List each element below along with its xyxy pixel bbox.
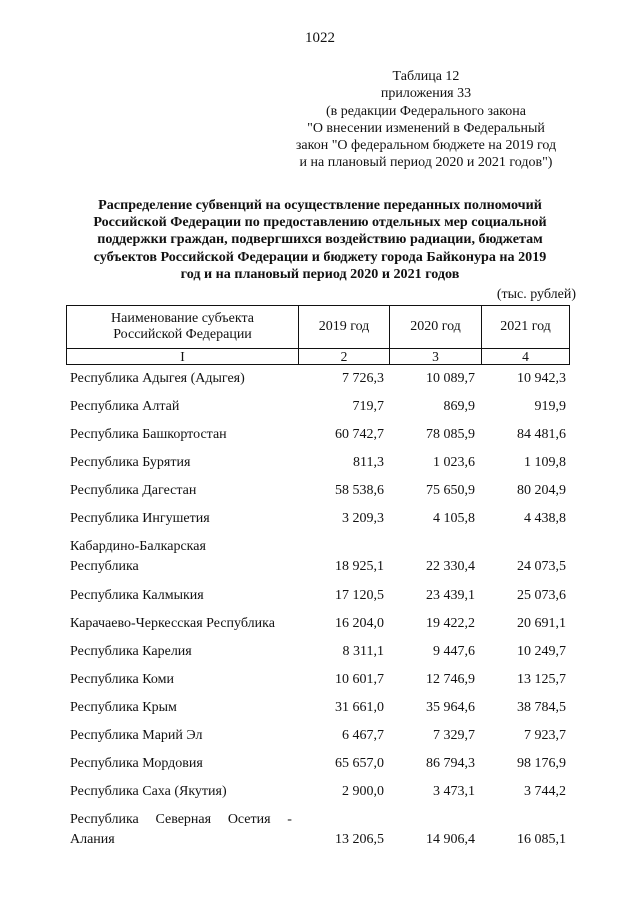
subject-name xyxy=(70,537,206,577)
value-2019: 2 900,0 xyxy=(342,784,384,799)
subject-name: Республика Ингушетия xyxy=(70,511,210,526)
table-header xyxy=(66,305,570,365)
value-2019: 13 206,5 xyxy=(335,832,384,847)
title-line: субъектов Российской Федерации и бюджету города Байконура на 2019 xyxy=(93,248,547,265)
column-number: I xyxy=(67,349,299,365)
annex-line: закон "О федеральном бюджете на 2019 год xyxy=(295,138,557,154)
header-subject-line1: Наименование субъекта xyxy=(111,311,254,326)
subject-name: Республика Калмыкия xyxy=(70,588,204,603)
subject-name: Республика Дагестан xyxy=(70,483,197,498)
annex-line: приложения 33 xyxy=(380,86,472,102)
annex-line: "О внесении изменений в Федеральный xyxy=(307,120,545,136)
table-row xyxy=(66,642,570,670)
table-row xyxy=(66,369,570,397)
subject-name-line1 xyxy=(70,810,292,830)
value-2021: 24 073,5 xyxy=(517,559,566,574)
title-line: год и на плановый период 2020 и 2021 годов xyxy=(180,265,460,282)
value-2019: 719,7 xyxy=(352,399,384,414)
annex-line: и на плановый период 2020 и 2021 годов") xyxy=(299,155,553,171)
table-row xyxy=(66,586,570,614)
value-2020: 75 650,9 xyxy=(426,483,475,498)
value-2021: 10 249,7 xyxy=(517,644,566,659)
value-2020: 9 447,6 xyxy=(433,644,475,659)
subject-name-line2: Алания xyxy=(70,832,115,847)
subject-name: Республика Саха (Якутия) xyxy=(70,784,227,799)
value-2020: 78 085,9 xyxy=(426,427,475,442)
subject-name: Республика Крым xyxy=(70,700,177,715)
table-row xyxy=(66,810,570,858)
subject-name: Республика Карелия xyxy=(70,644,192,659)
document-title xyxy=(60,197,580,283)
value-2020: 22 330,4 xyxy=(426,559,475,574)
header-subject xyxy=(67,306,299,349)
table-row xyxy=(66,481,570,509)
column-number: 3 xyxy=(390,349,482,365)
value-2021: 20 691,1 xyxy=(517,616,566,631)
header-2020: 2020 год xyxy=(390,306,482,349)
table-row xyxy=(66,726,570,754)
value-2021: 3 744,2 xyxy=(524,784,566,799)
table-row xyxy=(66,537,570,586)
value-2019: 3 209,3 xyxy=(342,511,384,526)
subject-name-word: Северная xyxy=(155,812,212,827)
table-row xyxy=(66,670,570,698)
value-2020: 869,9 xyxy=(443,399,475,414)
subject-name-word: Республика xyxy=(70,812,139,827)
value-2019: 18 925,1 xyxy=(335,559,384,574)
subject-name: Республика Марий Эл xyxy=(70,728,203,743)
title-line: Российской Федерации по предоставлению отдельных мер социальной xyxy=(93,214,547,231)
subject-name: Республика Алтай xyxy=(70,399,180,414)
value-2019: 8 311,1 xyxy=(342,644,384,659)
table-row xyxy=(66,754,570,782)
value-2019: 811,3 xyxy=(353,455,384,470)
table-row xyxy=(66,425,570,453)
header-2019: 2019 год xyxy=(299,306,390,349)
subject-name: Республика Мордовия xyxy=(70,756,203,771)
value-2021: 13 125,7 xyxy=(517,672,566,687)
value-2021: 919,9 xyxy=(534,399,566,414)
table-body xyxy=(66,369,570,858)
page-number: 1022 xyxy=(305,30,335,46)
subject-name-line1: Кабардино-Балкарская xyxy=(70,539,206,554)
value-2019: 31 661,0 xyxy=(335,700,384,715)
value-2019: 60 742,7 xyxy=(335,427,384,442)
column-number: 4 xyxy=(482,349,570,365)
value-2021: 25 073,6 xyxy=(517,588,566,603)
units-label: (тыс. рублей) xyxy=(496,287,576,302)
subject-name-word: - xyxy=(287,812,292,827)
annex-line: Таблица 12 xyxy=(392,69,460,84)
value-2020: 1 023,6 xyxy=(433,455,475,470)
value-2020: 3 473,1 xyxy=(433,784,475,799)
value-2019: 10 601,7 xyxy=(335,672,384,687)
value-2021: 80 204,9 xyxy=(517,483,566,498)
annex-line: (в редакции Федерального закона xyxy=(326,103,526,119)
header-2021: 2021 год xyxy=(482,306,570,349)
value-2019: 7 726,3 xyxy=(342,371,384,386)
value-2020: 19 422,2 xyxy=(426,616,475,631)
value-2021: 7 923,7 xyxy=(524,728,566,743)
subject-name: Республика Коми xyxy=(70,672,174,687)
header-subject-line2: Российской Федерации xyxy=(113,327,252,342)
subject-name: Республика Бурятия xyxy=(70,455,191,470)
value-2019: 65 657,0 xyxy=(335,756,384,771)
subject-name: Республика Адыгея (Адыгея) xyxy=(70,371,245,386)
value-2020: 12 746,9 xyxy=(426,672,475,687)
value-2019: 16 204,0 xyxy=(335,616,384,631)
value-2020: 35 964,6 xyxy=(426,700,475,715)
table-row xyxy=(66,782,570,810)
subject-name: Республика Башкортостан xyxy=(70,427,227,442)
value-2020: 14 906,4 xyxy=(426,832,475,847)
value-2021: 38 784,5 xyxy=(517,700,566,715)
title-line: Распределение субвенций на осуществление переданных полномочий xyxy=(98,197,542,213)
value-2021: 1 109,8 xyxy=(524,455,566,470)
table-row xyxy=(66,698,570,726)
title-line: поддержки граждан, подвергшихся воздействию радиации, бюджетам xyxy=(97,231,543,248)
subject-name: Карачаево-Черкесская Республика xyxy=(70,616,275,631)
value-2021: 16 085,1 xyxy=(517,832,566,847)
value-2021: 98 176,9 xyxy=(517,756,566,771)
table-row xyxy=(66,397,570,425)
table-row xyxy=(66,614,570,642)
value-2020: 10 089,7 xyxy=(426,371,475,386)
value-2021: 84 481,6 xyxy=(517,427,566,442)
subject-name-line2: Республика xyxy=(70,559,139,574)
subject-name-word: Осетия xyxy=(227,812,271,827)
column-number: 2 xyxy=(299,349,390,365)
table-row xyxy=(66,509,570,537)
value-2019: 58 538,6 xyxy=(335,483,384,498)
value-2020: 4 105,8 xyxy=(433,511,475,526)
value-2021: 10 942,3 xyxy=(517,371,566,386)
table-row xyxy=(66,453,570,481)
value-2019: 6 467,7 xyxy=(342,728,384,743)
annex-reference xyxy=(240,68,612,172)
value-2020: 7 329,7 xyxy=(433,728,475,743)
value-2020: 86 794,3 xyxy=(426,756,475,771)
column-number-row xyxy=(67,349,570,365)
header-row xyxy=(67,306,570,349)
value-2019: 17 120,5 xyxy=(335,588,384,603)
subject-name xyxy=(70,810,292,850)
value-2020: 23 439,1 xyxy=(426,588,475,603)
value-2021: 4 438,8 xyxy=(524,511,566,526)
